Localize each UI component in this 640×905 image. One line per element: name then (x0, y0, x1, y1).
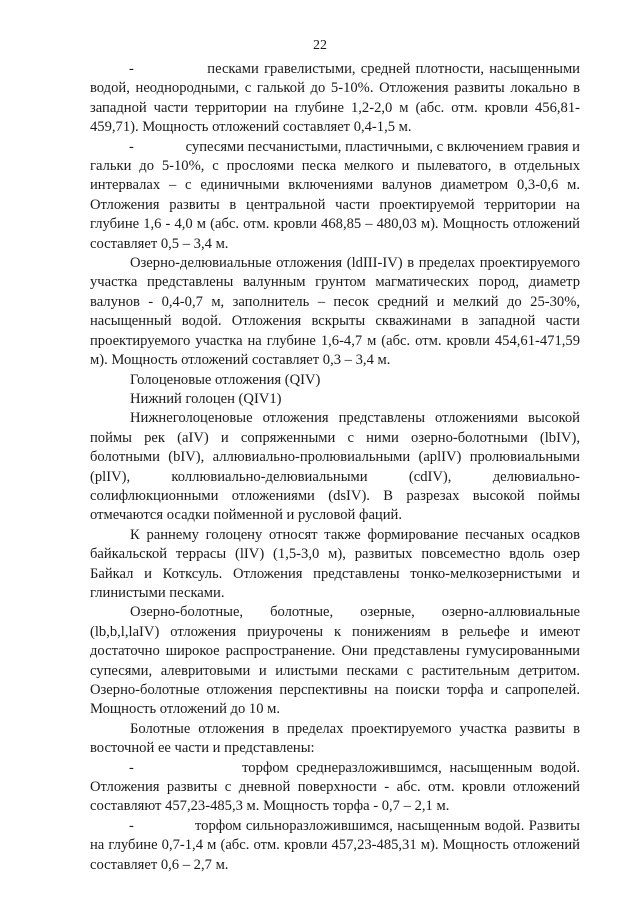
paragraph-sandy-loams: - супесями песчанистыми, пластичными, с включением гравия и гальки до 5-10%, с прослоями песка мелкого и пылеватого, в отдельных интервалах – с единичными включениями валунов диаметром 0,3-0,6 м. Отложения развиты в центральной части проектируемой территории на глубине 1,6 - 4,0 м (абс. отм. кровли 468,85 – 480,03 м). Мощность отложений составляет 0,5 – 3,4 м. (90, 138, 580, 252)
heading-holocene-deposits: Голоценовые отложения (QIV) (130, 371, 321, 388)
document-body (90, 60, 580, 875)
heading-lower-holocene: Нижний голоцен (QIV1) (130, 390, 282, 407)
paragraph-lower-holocene-deposits: Нижнеголоценовые отложения представлены отложениями высокой поймы рек (aIV) и сопряженными с ними озерно-болотными (lbIV), болотными (bIV), аллювиально-пролювиальными (aplIV) пролювиальными (plIV), коллювиально-делювиальными (cdIV), делювиально-солифлюкционными отложениями (dsIV). В разрезах высокой поймы отмечаются осадки пойменной и русловой фаций. (90, 410, 580, 524)
paragraph-gravelly-sands: - песками гравелистыми, средней плотности, насыщенными водой, неоднородными, с галькой до 5-10%. Отложения развиты локально в западной части территории на глубине 1,2-2,0 м (абс. отм. кровли 456,81-459,71). Мощность отложений составляет 0,4-1,5 м. (90, 61, 580, 136)
paragraph-baikal-terrace: К раннему голоцену относят также формирование песчаных осадков байкальской террасы (lIV) (1,5-3,0 м), развитых повсеместно вдоль озер Байкал и Котксуль. Отложения представлены тонко-мелкозернистыми и глинистыми песками. (90, 526, 580, 601)
page-number: 22 (313, 38, 327, 53)
paragraph-lake-marsh-deposits: Озерно-болотные, болотные, озерные, озерно-аллювиальные (lb,b,l,laIV) отложения приурочены к понижениям в рельефе и имеют достаточно широкое распространение. Они представлены гумусированными супесями, алевритовыми и илистыми песками с растительным детритом. Озерно-болотные отложения перспективны на поиски торфа и сапропелей. Мощность отложений до 10 м. (90, 604, 580, 718)
paragraph-strong-peat: - торфом сильноразложившимся, насыщенным водой. Развиты на глубине 0,7-1,4 м (абс. отм. кровли 457,23-485,31 м). Мощность отложений составляет 0,6 – 2,7 м. (90, 817, 580, 873)
paragraph-marsh-deposits-intro: Болотные отложения в пределах проектируемого участка развиты в восточной ее части и представлены: (90, 720, 580, 757)
paragraph-lake-deluvial-deposits: Озерно-делювиальные отложения (ldIII-IV) в пределах проектируемого участка представлены валунным грунтом магматических пород, диаметр валунов - 0,4-0,7 м, заполнитель – песок средний и мелкий до 25-30%, насыщенный водой. Отложения вскрыты скважинами в западной части проектируемого участка на глубине 1,6-4,7 м (абс. отм. кровли 454,61-471,59 м). Мощность отложений составляет 0,3 – 3,4 м. (90, 255, 580, 369)
paragraph-medium-peat: - торфом среднеразложившимся, насыщенным водой. Отложения развиты с дневной поверхности - абс. отм. кровли отложений составляют 457,23-485,3 м. Мощность торфа - 0,7 – 2,1 м. (90, 759, 580, 815)
